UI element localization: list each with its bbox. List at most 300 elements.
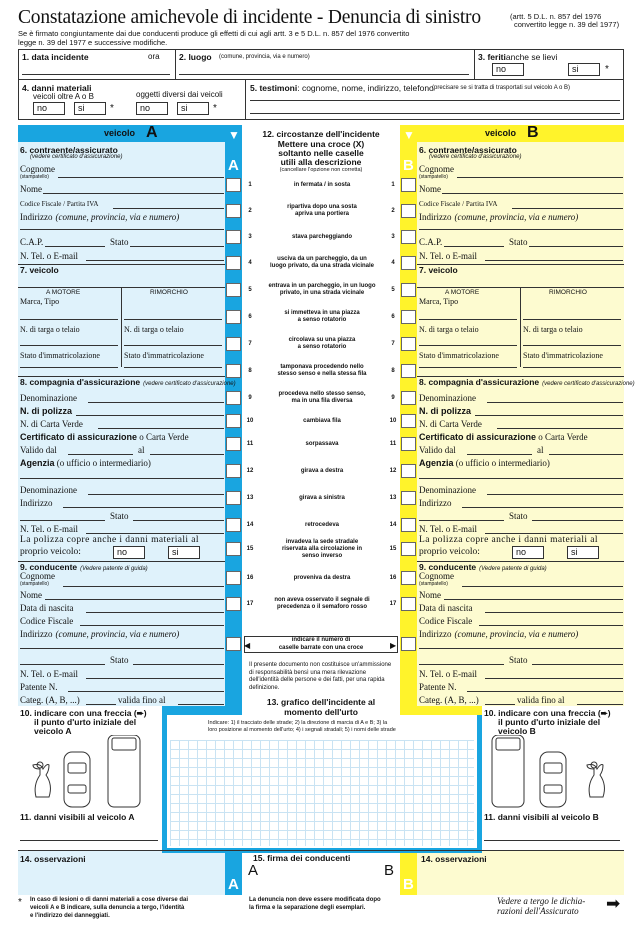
b-agency-country-label: Stato xyxy=(509,511,528,521)
b-green-card-label: N. di Carta Verde xyxy=(419,419,482,429)
b-driver-city-input[interactable] xyxy=(419,664,504,665)
damage-b-title: 11. danni visibili al veicolo B xyxy=(484,812,599,822)
a-agency-city-input[interactable] xyxy=(20,520,105,521)
b-driver-country-label: Stato xyxy=(509,655,528,665)
b-driver-address-label xyxy=(419,629,578,639)
circumstance-number-a: 15 xyxy=(246,546,254,552)
b-agency-country-input[interactable] xyxy=(532,520,623,521)
divider xyxy=(520,287,521,367)
circumstance-number-a: 6 xyxy=(248,314,252,320)
circumstance-2-label: ripartiva dopo una sosta apriva una portiera xyxy=(287,204,357,217)
circumstance-12-checkbox-a[interactable] xyxy=(226,464,241,478)
footer-right-1: Vedere a tergo le dichia- xyxy=(497,896,586,906)
circumstance-6-checkbox-b[interactable] xyxy=(401,310,416,324)
circumstance-14-checkbox-a[interactable] xyxy=(226,518,241,532)
damage-a-title: 11. danni visibili al veicolo A xyxy=(20,812,135,822)
damages-label: 4. danni materiali xyxy=(22,83,92,93)
injured-si-option[interactable]: si xyxy=(568,63,600,76)
b-make-trailer-input[interactable] xyxy=(523,319,621,320)
b-valid-from-input[interactable] xyxy=(467,454,532,455)
circumstance-11-checkbox-a[interactable] xyxy=(226,437,241,451)
b-driver-stampatello-hint: (stampatello) xyxy=(419,581,448,587)
a-agency-phone-input[interactable] xyxy=(86,533,224,534)
circumstance-number-a: 11 xyxy=(246,441,254,447)
sketch-instruction-2: loro posizione al momento dell'urto; 4) i segnali stradali; 5) i nomi delle strade xyxy=(208,727,396,733)
b-driver-name-input[interactable] xyxy=(444,599,623,600)
a-driver-country-label: Stato xyxy=(110,655,129,665)
damages-vehicles-si-option[interactable]: si xyxy=(74,102,106,115)
circumstance-number-a: 16 xyxy=(246,575,254,581)
circumstance-8-checkbox-b[interactable] xyxy=(401,364,416,378)
vehicle-a-diagram-icon[interactable] xyxy=(24,735,154,810)
sketch-title-1: 13. grafico dell'incidente al xyxy=(266,697,376,707)
b-registration-trailer-input[interactable] xyxy=(523,367,621,368)
circumstance-number-b: 17 xyxy=(389,601,397,607)
a-vehicle-title xyxy=(20,265,59,275)
circumstance-number-a: 4 xyxy=(248,260,252,266)
b-insurer-name-input[interactable] xyxy=(487,402,623,403)
signatures-area[interactable] xyxy=(262,864,380,890)
b-insurer-title xyxy=(419,377,635,387)
a-valid-to-input[interactable] xyxy=(150,454,224,455)
b-agency-city-input[interactable] xyxy=(419,520,504,521)
damages-objects-no-option[interactable]: no xyxy=(136,102,168,115)
place-input[interactable] xyxy=(179,74,469,75)
a-policyholder-hint: (vedere certificato d'assicurazione) xyxy=(30,154,123,160)
footer-note-2: veicoli A e B indicare, sulla denuncia a tergo, l'identità xyxy=(30,905,185,911)
impact-a-title-1: 10. indicare con una freccia (➨) xyxy=(20,708,147,718)
circumstance-17-checkbox-b[interactable] xyxy=(401,597,416,611)
circumstance-number-b: 15 xyxy=(389,546,397,552)
time-label: ora xyxy=(148,52,160,61)
count-instruction-2: caselle barrate con una croce xyxy=(278,645,364,651)
b-driver-birth-input[interactable] xyxy=(485,612,623,613)
b-driver-birth-label: Data di nascita xyxy=(419,603,473,613)
a-driver-address-input[interactable] xyxy=(20,648,224,649)
b-plate-motor-input[interactable] xyxy=(419,345,517,346)
a-insurer-name-input[interactable] xyxy=(88,402,224,403)
footnote-star: * xyxy=(213,103,217,114)
b-agency-address-input[interactable] xyxy=(462,507,623,508)
a-driver-phone-input[interactable] xyxy=(86,678,224,679)
b-coverage-si-option[interactable]: si xyxy=(567,546,599,559)
circumstance-number-b: 5 xyxy=(391,287,395,293)
a-agency-address-input[interactable] xyxy=(63,507,224,508)
circumstance-5-checkbox-b[interactable] xyxy=(401,283,416,297)
a-certificate-label xyxy=(20,432,189,442)
circumstance-number-a: 2 xyxy=(248,208,252,214)
witnesses-input-2[interactable] xyxy=(250,113,620,114)
a-zip-input[interactable] xyxy=(45,246,105,247)
a-insurer-title-text: 8. compagnia d'assicurazione xyxy=(20,377,141,387)
sketch-tab-a xyxy=(162,706,242,715)
b-agency-label xyxy=(419,458,550,468)
circumstance-3-checkbox-a[interactable] xyxy=(226,230,241,244)
next-page-arrow-icon[interactable]: ➡ xyxy=(606,894,621,913)
b-insurer-title-text: 8. compagnia d'assicurazione xyxy=(419,377,540,387)
a-agency-phone-label: N. Tel. o E-mail xyxy=(20,524,78,534)
a-surname-input[interactable] xyxy=(58,177,224,178)
b-driver-tax-code-input[interactable] xyxy=(479,625,623,626)
a-tax-code-input[interactable] xyxy=(113,208,224,209)
a-name-input[interactable] xyxy=(43,193,224,194)
circumstance-number-a: 8 xyxy=(248,368,252,374)
a-address-hint: (comune, provincia, via e numero) xyxy=(55,212,180,222)
b-certificate-label-bold: Certificato di assicurazione xyxy=(419,432,537,442)
place-hint: (comune, provincia, via e numero) xyxy=(219,54,310,60)
footer-center-2: la firma e la separazione degli esemplari. xyxy=(249,905,366,911)
b-agency-phone-label: N. Tel. o E-mail xyxy=(419,524,477,534)
damages-vehicles-no-option[interactable]: no xyxy=(33,102,65,115)
a-green-card-input[interactable] xyxy=(98,428,224,429)
circumstance-number-a: 1 xyxy=(248,182,252,188)
vehicle-a-header: veicolo xyxy=(104,128,136,138)
circumstance-10-checkbox-b[interactable] xyxy=(401,414,416,428)
circumstance-number-b: 3 xyxy=(391,234,395,240)
divider xyxy=(474,49,475,80)
a-license-label: Patente N. xyxy=(20,682,58,692)
circumstance-7-checkbox-b[interactable] xyxy=(401,337,416,351)
date-label: 1. data incidente xyxy=(22,52,89,62)
b-agency-name-input[interactable] xyxy=(487,494,623,495)
circumstance-13-checkbox-a[interactable] xyxy=(226,491,241,505)
arrow-right-icon: ▶ xyxy=(390,641,397,650)
circumstance-13-checkbox-b[interactable] xyxy=(401,491,416,505)
sketch-tab-b xyxy=(400,706,482,715)
a-license-category-input[interactable] xyxy=(86,704,116,705)
a-driver-birth-label: Data di nascita xyxy=(20,603,74,613)
circumstance-6-checkbox-a[interactable] xyxy=(226,310,241,324)
observations-a-title: 14. osservazioni xyxy=(20,854,86,864)
b-registration-trailer-label: Stato d'immatricolazione xyxy=(523,351,603,360)
footnote-star: * xyxy=(605,64,609,75)
a-registration-motor-label: Stato d'immatricolazione xyxy=(20,351,100,360)
a-agency-name-input[interactable] xyxy=(88,494,224,495)
form-intro-line-1: Se è firmato congiuntamente dai due conducenti produce gli effetti di cui agli artt. 3 e 5 D.L. n. 857 del 1976 convertito xyxy=(18,29,410,38)
b-license-input[interactable] xyxy=(467,691,623,692)
a-coverage-si-option[interactable]: si xyxy=(168,546,200,559)
b-zip-label: C.A.P. xyxy=(419,237,443,247)
b-valid-from-label: Valido dal xyxy=(419,445,456,455)
b-address-input[interactable] xyxy=(419,229,623,230)
b-policyholder-title: 6. contraente/assicurato xyxy=(419,145,517,155)
count-box-b[interactable] xyxy=(401,637,416,651)
a-driver-address-hint: (comune, provincia, via e numero) xyxy=(55,629,180,639)
a-motor-label: A MOTORE xyxy=(46,289,81,296)
b-trailer-label: RIMORCHIO xyxy=(549,289,587,296)
b-vehicle-title xyxy=(419,265,458,275)
a-driver-tax-code-label: Codice Fiscale xyxy=(20,616,74,626)
circumstance-17-label: non aveva osservato il segnale di precedenza o il semaforo rosso xyxy=(274,597,370,610)
b-registration-motor-label: Stato d'immatricolazione xyxy=(419,351,499,360)
b-name-input[interactable] xyxy=(442,193,623,194)
circumstance-number-b: 2 xyxy=(391,208,395,214)
damage-b-input[interactable] xyxy=(484,840,620,841)
circumstance-number-a: 7 xyxy=(248,341,252,347)
circumstance-number-a: 5 xyxy=(248,287,252,293)
a-plate-motor-input[interactable] xyxy=(20,345,118,346)
vehicle-b-diagram-icon[interactable] xyxy=(490,735,620,810)
a-plate-trailer-label: N. di targa o telaio xyxy=(124,325,184,334)
count-box-a[interactable] xyxy=(226,637,241,651)
a-name-label: Nome xyxy=(20,184,42,194)
strip-a-letter-bottom: A xyxy=(228,876,239,893)
circumstance-2-checkbox-b[interactable] xyxy=(401,204,416,218)
arrow-left-icon: ◀ xyxy=(244,641,251,650)
b-address-label-text: Indirizzo xyxy=(419,212,452,222)
a-address-label xyxy=(20,212,179,222)
vehicle-b-header: veicolo xyxy=(485,128,517,138)
circumstance-7-checkbox-a[interactable] xyxy=(226,337,241,351)
vehicle-b-header-bar xyxy=(417,125,624,142)
circumstance-10-checkbox-a[interactable] xyxy=(226,414,241,428)
circumstance-4-checkbox-a[interactable] xyxy=(226,256,241,270)
circumstance-12-label: girava a destra xyxy=(300,467,344,474)
impact-b-title-1: 10. indicare con una freccia (➨) xyxy=(484,708,611,718)
circumstance-9-checkbox-b[interactable] xyxy=(401,391,416,405)
a-driver-phone-label: N. Tel. o E-mail xyxy=(20,669,78,679)
b-license-label: Patente N. xyxy=(419,682,457,692)
circumstance-14-label: retrocedeva xyxy=(304,521,340,528)
a-insurer-title xyxy=(20,377,236,387)
circumstance-8-checkbox-a[interactable] xyxy=(226,364,241,378)
circumstance-11-checkbox-b[interactable] xyxy=(401,437,416,451)
circumstance-number-b: 16 xyxy=(389,575,397,581)
a-stampatello-hint: (stampatello) xyxy=(20,174,49,180)
witnesses-label-text: 5. testimoni xyxy=(250,83,298,93)
a-license-input[interactable] xyxy=(68,691,224,692)
count-instruction-1: indicare il numero di xyxy=(291,637,351,643)
a-driver-city-input[interactable] xyxy=(20,664,105,665)
b-green-card-input[interactable] xyxy=(497,428,623,429)
a-green-card-label: N. di Carta Verde xyxy=(20,419,83,429)
a-driver-country-input[interactable] xyxy=(133,664,224,665)
b-phone-label: N. Tel. o E-mail xyxy=(419,251,477,261)
injured-hint: anche se lievi xyxy=(505,52,558,62)
b-plate-trailer-label: N. di targa o telaio xyxy=(523,325,583,334)
b-driver-title-text: 9. conducente xyxy=(419,562,477,572)
footer-star: * xyxy=(18,897,22,908)
circumstances-instruction-4: (cancellare l'opzione non corretta) xyxy=(279,167,363,173)
divider xyxy=(121,287,122,367)
date-input[interactable] xyxy=(22,74,170,75)
a-license-valid-label: valida fino al xyxy=(118,695,166,705)
vehicle-b-letter: B xyxy=(527,124,539,141)
circumstances-instruction-2: soltanto nelle caselle xyxy=(278,148,364,158)
a-driver-tax-code-input[interactable] xyxy=(80,625,224,626)
a-plate-motor-label: N. di targa o telaio xyxy=(20,325,80,334)
footer-note-3: e l'indirizzo dei danneggiati. xyxy=(30,913,110,919)
circumstance-5-checkbox-a[interactable] xyxy=(226,283,241,297)
circumstance-3-checkbox-b[interactable] xyxy=(401,230,416,244)
a-country-input[interactable] xyxy=(130,246,224,247)
circumstance-2-checkbox-a[interactable] xyxy=(226,204,241,218)
form-intro-line-2: legge n. 39 del 1977 e successive modifiche. xyxy=(18,38,168,47)
signature-a-label: A xyxy=(248,862,259,879)
a-certificate-label-bold: Certificato di assicurazione xyxy=(20,432,138,442)
a-registration-trailer-input[interactable] xyxy=(124,367,222,368)
sketch-grid[interactable] xyxy=(170,740,474,846)
circumstance-14-checkbox-b[interactable] xyxy=(401,518,416,532)
b-registration-motor-input[interactable] xyxy=(419,367,517,368)
strip-b-letter-bottom: B xyxy=(403,876,414,893)
a-valid-from-label: Valido dal xyxy=(20,445,57,455)
a-vehicle-title-text: 7. veicolo xyxy=(20,265,59,275)
b-valid-to-input[interactable] xyxy=(549,454,623,455)
b-license-category-label: Categ. (A, B, ...) xyxy=(419,695,479,705)
b-driver-surname-input[interactable] xyxy=(462,586,623,587)
a-phone-label: N. Tel. o E-mail xyxy=(20,251,78,261)
circumstances-title: 12. circostanze dell'incidente xyxy=(262,129,380,139)
a-make-motor-input[interactable] xyxy=(20,319,118,320)
a-make-label: Marca, Tipo xyxy=(20,297,60,306)
b-coverage-label-1: La polizza copre anche i danni materiali al xyxy=(419,535,598,545)
circumstance-9-checkbox-a[interactable] xyxy=(226,391,241,405)
observations-b-title: 14. osservazioni xyxy=(421,854,487,864)
b-driver-hint: (Vedere patente di guida) xyxy=(479,566,547,572)
a-license-valid-input[interactable] xyxy=(178,704,224,705)
a-agency-label-rest: (o ufficio o intermediario) xyxy=(54,458,151,468)
a-agency-country-label: Stato xyxy=(110,511,129,521)
b-phone-input[interactable] xyxy=(485,260,623,261)
a-agency-country-input[interactable] xyxy=(133,520,224,521)
circumstance-number-b: 1 xyxy=(391,182,395,188)
sketch-title-2: momento dell'urto xyxy=(284,707,358,717)
vehicle-a-letter: A xyxy=(146,124,158,141)
a-policy-number-label: N. di polizza xyxy=(20,406,73,416)
circumstance-number-a: 13 xyxy=(246,495,254,501)
a-phone-input[interactable] xyxy=(86,260,224,261)
damage-a-input[interactable] xyxy=(20,840,158,841)
damages-objects-si-option[interactable]: si xyxy=(177,102,209,115)
b-tax-code-label: Codice Fiscale / Partita IVA xyxy=(419,200,498,208)
a-make-trailer-input[interactable] xyxy=(124,319,222,320)
b-plate-trailer-input[interactable] xyxy=(523,345,621,346)
b-agency-phone-input[interactable] xyxy=(485,533,623,534)
b-plate-motor-label: N. di targa o telaio xyxy=(419,325,479,334)
b-coverage-no-option[interactable]: no xyxy=(512,546,544,559)
circumstance-number-a: 3 xyxy=(248,234,252,240)
a-address-label-text: Indirizzo xyxy=(20,212,53,222)
b-zip-input[interactable] xyxy=(444,246,504,247)
circumstance-number-b: 10 xyxy=(389,418,397,424)
a-tax-code-label: Codice Fiscale / Partita IVA xyxy=(20,200,99,208)
circumstance-1-checkbox-a[interactable] xyxy=(226,178,241,192)
a-zip-label: C.A.P. xyxy=(20,237,44,247)
b-motor-label: A MOTORE xyxy=(445,289,480,296)
circumstance-3-label: stava parcheggiando xyxy=(291,233,353,240)
a-agency-address-label: Indirizzo xyxy=(20,498,53,508)
b-stampatello-hint: (stampatello) xyxy=(419,174,448,180)
a-address-input[interactable] xyxy=(20,229,224,230)
b-surname-label: Cognome xyxy=(419,164,454,174)
circumstance-number-b: 8 xyxy=(391,368,395,374)
circumstance-16-checkbox-b[interactable] xyxy=(401,571,416,585)
strip-a-letter: A xyxy=(228,157,239,174)
a-surname-label: Cognome xyxy=(20,164,55,174)
a-plate-trailer-input[interactable] xyxy=(124,345,222,346)
place-label: 2. luogo xyxy=(179,52,212,62)
impact-b-title-3: veicolo B xyxy=(498,726,536,736)
b-agency-input[interactable] xyxy=(419,478,623,479)
a-driver-stampatello-hint: (stampatello) xyxy=(20,581,49,587)
circumstance-12-checkbox-b[interactable] xyxy=(401,464,416,478)
a-driver-address-label xyxy=(20,629,179,639)
a-driver-birth-input[interactable] xyxy=(86,612,224,613)
b-driver-address-input[interactable] xyxy=(419,648,623,649)
divider xyxy=(18,850,624,851)
circumstance-16-label: proveniva da destra xyxy=(293,574,351,581)
b-driver-phone-input[interactable] xyxy=(485,678,623,679)
a-policyholder-title: 6. contraente/assicurato xyxy=(20,145,118,155)
circumstance-number-a: 14 xyxy=(246,522,254,528)
a-driver-name-input[interactable] xyxy=(45,599,224,600)
a-agency-name-label: Denominazione xyxy=(20,485,77,495)
damages-vehicles-label: veicoli oltre A o B xyxy=(33,92,94,101)
injured-no-option[interactable]: no xyxy=(492,63,524,76)
b-driver-country-input[interactable] xyxy=(532,664,623,665)
circumstance-16-checkbox-a[interactable] xyxy=(226,571,241,585)
circumstance-4-checkbox-b[interactable] xyxy=(401,256,416,270)
injured-label xyxy=(478,52,557,62)
form-title: Constatazione amichevole di incidente - Denuncia di sinistro xyxy=(18,7,481,28)
a-driver-surname-input[interactable] xyxy=(63,586,224,587)
b-insurer-hint: (vedere certificato d'assicurazione) xyxy=(542,381,635,387)
circumstance-17-checkbox-a[interactable] xyxy=(226,597,241,611)
a-policy-number-input[interactable] xyxy=(76,415,224,416)
a-registration-motor-input[interactable] xyxy=(20,367,118,368)
circumstance-15-checkbox-a[interactable] xyxy=(226,542,241,556)
b-policy-number-label: N. di polizza xyxy=(419,406,472,416)
b-driver-address-label-text: Indirizzo xyxy=(419,629,452,639)
legal-reference-2: convertito legge n. 39 del 1977) xyxy=(514,20,620,29)
b-make-motor-input[interactable] xyxy=(419,319,517,320)
a-coverage-label-1: La polizza copre anche i danni materiali al xyxy=(20,535,199,545)
b-vehicle-title-text: 7. veicolo xyxy=(419,265,458,275)
b-tax-code-input[interactable] xyxy=(512,208,623,209)
circumstance-1-label: in fermata / in sosta xyxy=(293,181,351,188)
circumstance-number-b: 12 xyxy=(389,468,397,474)
circumstance-number-a: 10 xyxy=(246,418,254,424)
b-surname-input[interactable] xyxy=(457,177,623,178)
disclaimer-note: Il presente documento non costituisce un'ammissione di responsabilità bensì una mera rilevazione dell'identità delle persone e dei fatti, per una rapida definizione. xyxy=(249,662,392,691)
a-country-label: Stato xyxy=(110,237,129,247)
a-trailer-label: RIMORCHIO xyxy=(150,289,188,296)
circumstance-9-label: procedeva nello stesso senso, ma in una fila diversa xyxy=(278,391,366,404)
a-coverage-label-2: proprio veicolo: xyxy=(20,547,81,557)
a-driver-surname-label: Cognome xyxy=(20,571,55,581)
b-license-valid-input[interactable] xyxy=(577,704,623,705)
circumstance-7-label: circolava su una piazza a senso rotatorio xyxy=(288,337,356,350)
b-policy-number-input[interactable] xyxy=(475,415,623,416)
circumstance-15-label: invadeva la sede stradale riservata alla circolazione in senso inverso xyxy=(281,538,363,559)
a-driver-address-label-text: Indirizzo xyxy=(20,629,53,639)
circumstance-15-checkbox-b[interactable] xyxy=(401,542,416,556)
circumstance-1-checkbox-b[interactable] xyxy=(401,178,416,192)
a-valid-from-input[interactable] xyxy=(68,454,133,455)
b-certificate-label xyxy=(419,432,588,442)
b-country-input[interactable] xyxy=(529,246,623,247)
circumstance-number-a: 9 xyxy=(248,395,252,401)
footer-right-2: razioni dell'Assicurato xyxy=(497,906,579,916)
circumstance-8-label: tamponava procedendo nello stesso senso e nella stessa fila xyxy=(277,364,367,377)
circumstance-5-label: entrava in un parcheggio, in un luogo privato, in una strada vicinale xyxy=(268,283,376,296)
b-license-category-input[interactable] xyxy=(485,704,515,705)
b-country-label: Stato xyxy=(509,237,528,247)
witnesses-input-1[interactable] xyxy=(250,100,620,101)
a-agency-input[interactable] xyxy=(20,478,224,479)
a-coverage-no-option[interactable]: no xyxy=(113,546,145,559)
